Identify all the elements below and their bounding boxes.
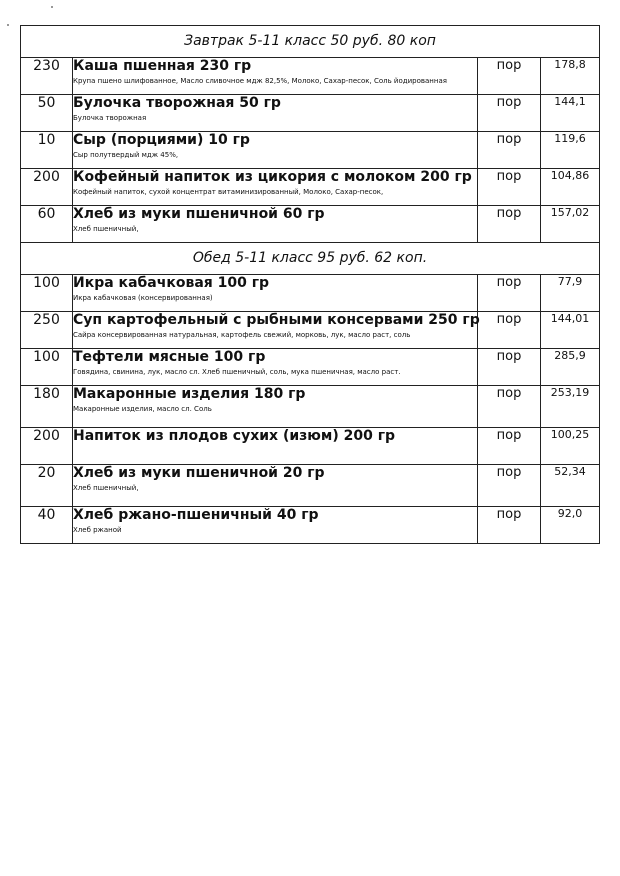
dish-name: Тефтели мясные 100 гр [73,349,266,365]
table-row [21,58,600,95]
portion-weight: 200 [21,169,73,206]
dish-cell [73,428,478,465]
price-value: 104,86 [541,169,600,206]
portion-weight: 200 [21,428,73,465]
dish-cell [73,386,478,428]
table-row [21,349,600,386]
portion-weight: 50 [21,95,73,132]
dish-name: Макаронные изделия 180 гр [73,386,306,402]
unit-label: пор [478,465,541,507]
price-value: 100,25 [541,428,600,465]
unit-label: пор [478,349,541,386]
dish-cell [73,58,478,95]
dish-ingredients: Кофейный напиток, сухой концентрат витаминизированный, Молоко, Сахар-песок, [73,188,384,196]
menu-table [20,25,600,544]
dish-name: Булочка творожная 50 гр [73,95,281,111]
dish-ingredients: Хлеб пшеничный, [73,225,139,233]
table-row [21,312,600,349]
unit-label: пор [478,428,541,465]
price-value: 119,6 [541,132,600,169]
portion-weight: 60 [21,206,73,243]
table-row [21,169,600,206]
unit-label: пор [478,132,541,169]
portion-weight: 250 [21,312,73,349]
dish-cell [73,465,478,507]
dish-name: Каша пшенная 230 гр [73,58,252,74]
dish-ingredients: Говядина, свинина, лук, масло сл. Хлеб пшеничный, соль, мука пшеничная, масло раст. [73,368,401,376]
unit-label: пор [478,58,541,95]
price-value: 178,8 [541,58,600,95]
dish-cell [73,206,478,243]
table-row [21,206,600,243]
dish-cell [73,132,478,169]
price-value: 77,9 [541,275,600,312]
dish-cell [73,349,478,386]
menu-table-body [21,26,600,544]
dish-cell [73,169,478,206]
unit-label: пор [478,95,541,132]
table-row [21,95,600,132]
table-row [21,386,600,428]
dish-name: Суп картофельный с рыбными консервами 250 гр [73,312,480,328]
dish-ingredients: Крупа пшено шлифованное, Масло сливочное мдж 82,5%, Молоко, Сахар-песок, Соль йодированная [73,77,447,85]
section-header-row [21,26,600,58]
price-value: 144,1 [541,95,600,132]
price-value: 285,9 [541,349,600,386]
section-title: Завтрак 5-11 класс 50 руб. 80 коп [21,26,600,58]
portion-weight: 230 [21,58,73,95]
dish-ingredients: Сыр полутвердый мдж 45%, [73,151,179,159]
dish-cell [73,275,478,312]
price-value: 157,02 [541,206,600,243]
portion-weight: 40 [21,507,73,544]
dish-ingredients: Хлеб ржаной [73,526,122,534]
portion-weight: 100 [21,349,73,386]
unit-label: пор [478,386,541,428]
price-value: 52,34 [541,465,600,507]
dish-ingredients: Макаронные изделия, масло сл. Соль [73,405,212,413]
section-title: Обед 5-11 класс 95 руб. 62 коп. [21,243,600,275]
dish-name: Напиток из плодов сухих (изюм) 200 гр [73,428,396,444]
dish-ingredients: Сайра консервированная натуральная, картофель свежий, морковь, лук, масло раст, соль [73,331,411,339]
dish-cell [73,95,478,132]
table-row [21,507,600,544]
unit-label: пор [478,275,541,312]
dish-name: Икра кабачковая 100 гр [73,275,270,291]
unit-label: пор [478,312,541,349]
portion-weight: 100 [21,275,73,312]
section-header-row [21,243,600,275]
dish-cell [73,507,478,544]
dish-name: Хлеб ржано-пшеничный 40 гр [73,507,319,523]
scan-speck [7,24,9,26]
price-value: 92,0 [541,507,600,544]
portion-weight: 20 [21,465,73,507]
dish-name: Сыр (порциями) 10 гр [73,132,250,148]
table-row [21,465,600,507]
unit-label: пор [478,507,541,544]
dish-name: Хлеб из муки пшеничной 20 гр [73,465,325,481]
dish-ingredients: Булочка творожная [73,114,147,122]
unit-label: пор [478,206,541,243]
portion-weight: 10 [21,132,73,169]
price-value: 144,01 [541,312,600,349]
dish-cell [73,312,478,349]
unit-label: пор [478,169,541,206]
table-row [21,275,600,312]
table-row [21,428,600,465]
dish-name: Хлеб из муки пшеничной 60 гр [73,206,325,222]
dish-ingredients: Икра кабачковая (консервированная) [73,294,213,302]
price-value: 253,19 [541,386,600,428]
dish-name: Кофейный напиток из цикория с молоком 200 гр [73,169,472,185]
portion-weight: 180 [21,386,73,428]
scan-speck [51,6,53,8]
table-row [21,132,600,169]
dish-ingredients: Хлеб пшеничный, [73,484,139,492]
